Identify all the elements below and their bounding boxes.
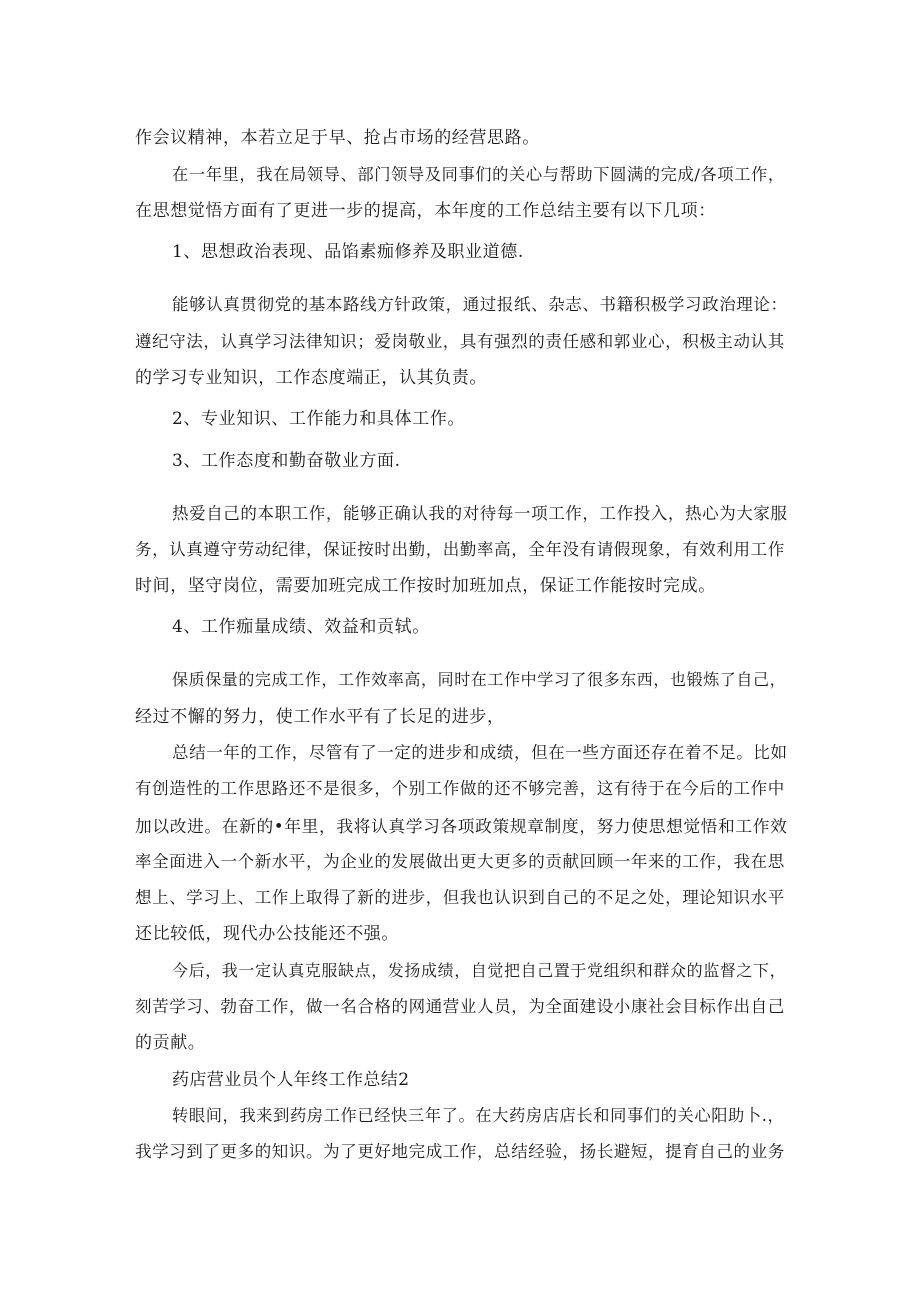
text-line: 时间，坚守岗位，需要加班完成工作按时加班加点，保证工作能按时完成。 (135, 576, 716, 596)
text-line: 务，认真遵守劳动纪律，保证按时出勤，出勤率高，全年没有请假现象，有效利用工作 (135, 540, 785, 559)
text-line: 遵纪守法，认真学习法律知识；爱岗敬业，具有强烈的责任感和郭业心，积极主动认其 (135, 332, 785, 351)
text-line: 在思想觉悟方面有了更进一步的提高，本年度的工作总结主要有以下几项： (135, 201, 716, 221)
text-line: 在一年里，我在局领导、部门领导及同事们的关心与帮助下圆满的完成/各项工作， (172, 165, 785, 184)
text-line: 总结一年的工作，尽管有了一定的进步和成绩，但在一些方面还存在着不足。比如 (172, 743, 788, 762)
section-heading: 4、工作痂量成绩、效益和贡轼。 (172, 617, 430, 637)
text-line: 保质保量的完成工作，工作效率高，同时在工作中学习了很多东西，也锻炼了自己， (172, 670, 787, 689)
section-heading: 2、专业知识、工作能力和具体工作。 (172, 409, 466, 429)
text-line: 转眼间，我来到药房工作已经快三年了。在大药房店店长和同事们的关心阳助卜.， (172, 1106, 785, 1125)
text-line: 的学习专业知识，工作态度端正，认其负责。 (135, 368, 487, 388)
section-heading: 3、工作态度和勤奋敬业方面. (172, 451, 401, 471)
text-line: 能够认真贯彻党的基本路线方针政策，通过报纸、杂志、书籍积极学习政治理论： (172, 295, 788, 314)
text-line: 还比较低，现代办公技能还不强。 (135, 924, 399, 944)
section-title: 药店营业员个人年终工作总结2 (172, 1070, 410, 1090)
text-line: 今后，我一定认真克服缺点，发扬成绩，自觉把自己置于党组织和群众的监督之下， (172, 961, 787, 980)
text-line: 想上、学习上、工作上取得了新的进步，但我也认识到自己的不足之处，理论知识水平 (135, 888, 785, 907)
text-line: 经过不懈的努力，使工作水平有了长足的进步， (135, 707, 505, 727)
text-line: 有创造性的工作思路还不是很多，个别工作做的还不够完善，这有待于在今后的工作中 (135, 779, 785, 798)
section-heading: 1、思想政治表现、品馅素痂修养及职业道德. (172, 242, 524, 262)
text-line: 作会议精神，本若立足于早、抢占市场的经营思路。 (135, 128, 540, 148)
text-line: 率全面进入一个新水平，为企业的发展做出更大更多的贡献回顾一年来的工作，我在思 (135, 852, 785, 871)
text-line: 我学习到了更多的知识。为了更好地完成工作，总结经验，扬长避短，提育自己的业务 (135, 1142, 785, 1161)
text-line: 刻苦学习、勃奋工作，做一名合格的网通营业人员，为全面建设小康社会目标作出自己 (135, 997, 785, 1016)
text-line: 的贡献。 (135, 1033, 206, 1053)
text-line: 加以改进。在新的•年里，我将认真学习各项政策规章制度，努力使思想觉悟和工作效 (135, 816, 788, 836)
text-line: 热爱自己的本职工作，能够正确认我的对待每一项工作，工作投入，热心为大家服 (172, 504, 788, 523)
